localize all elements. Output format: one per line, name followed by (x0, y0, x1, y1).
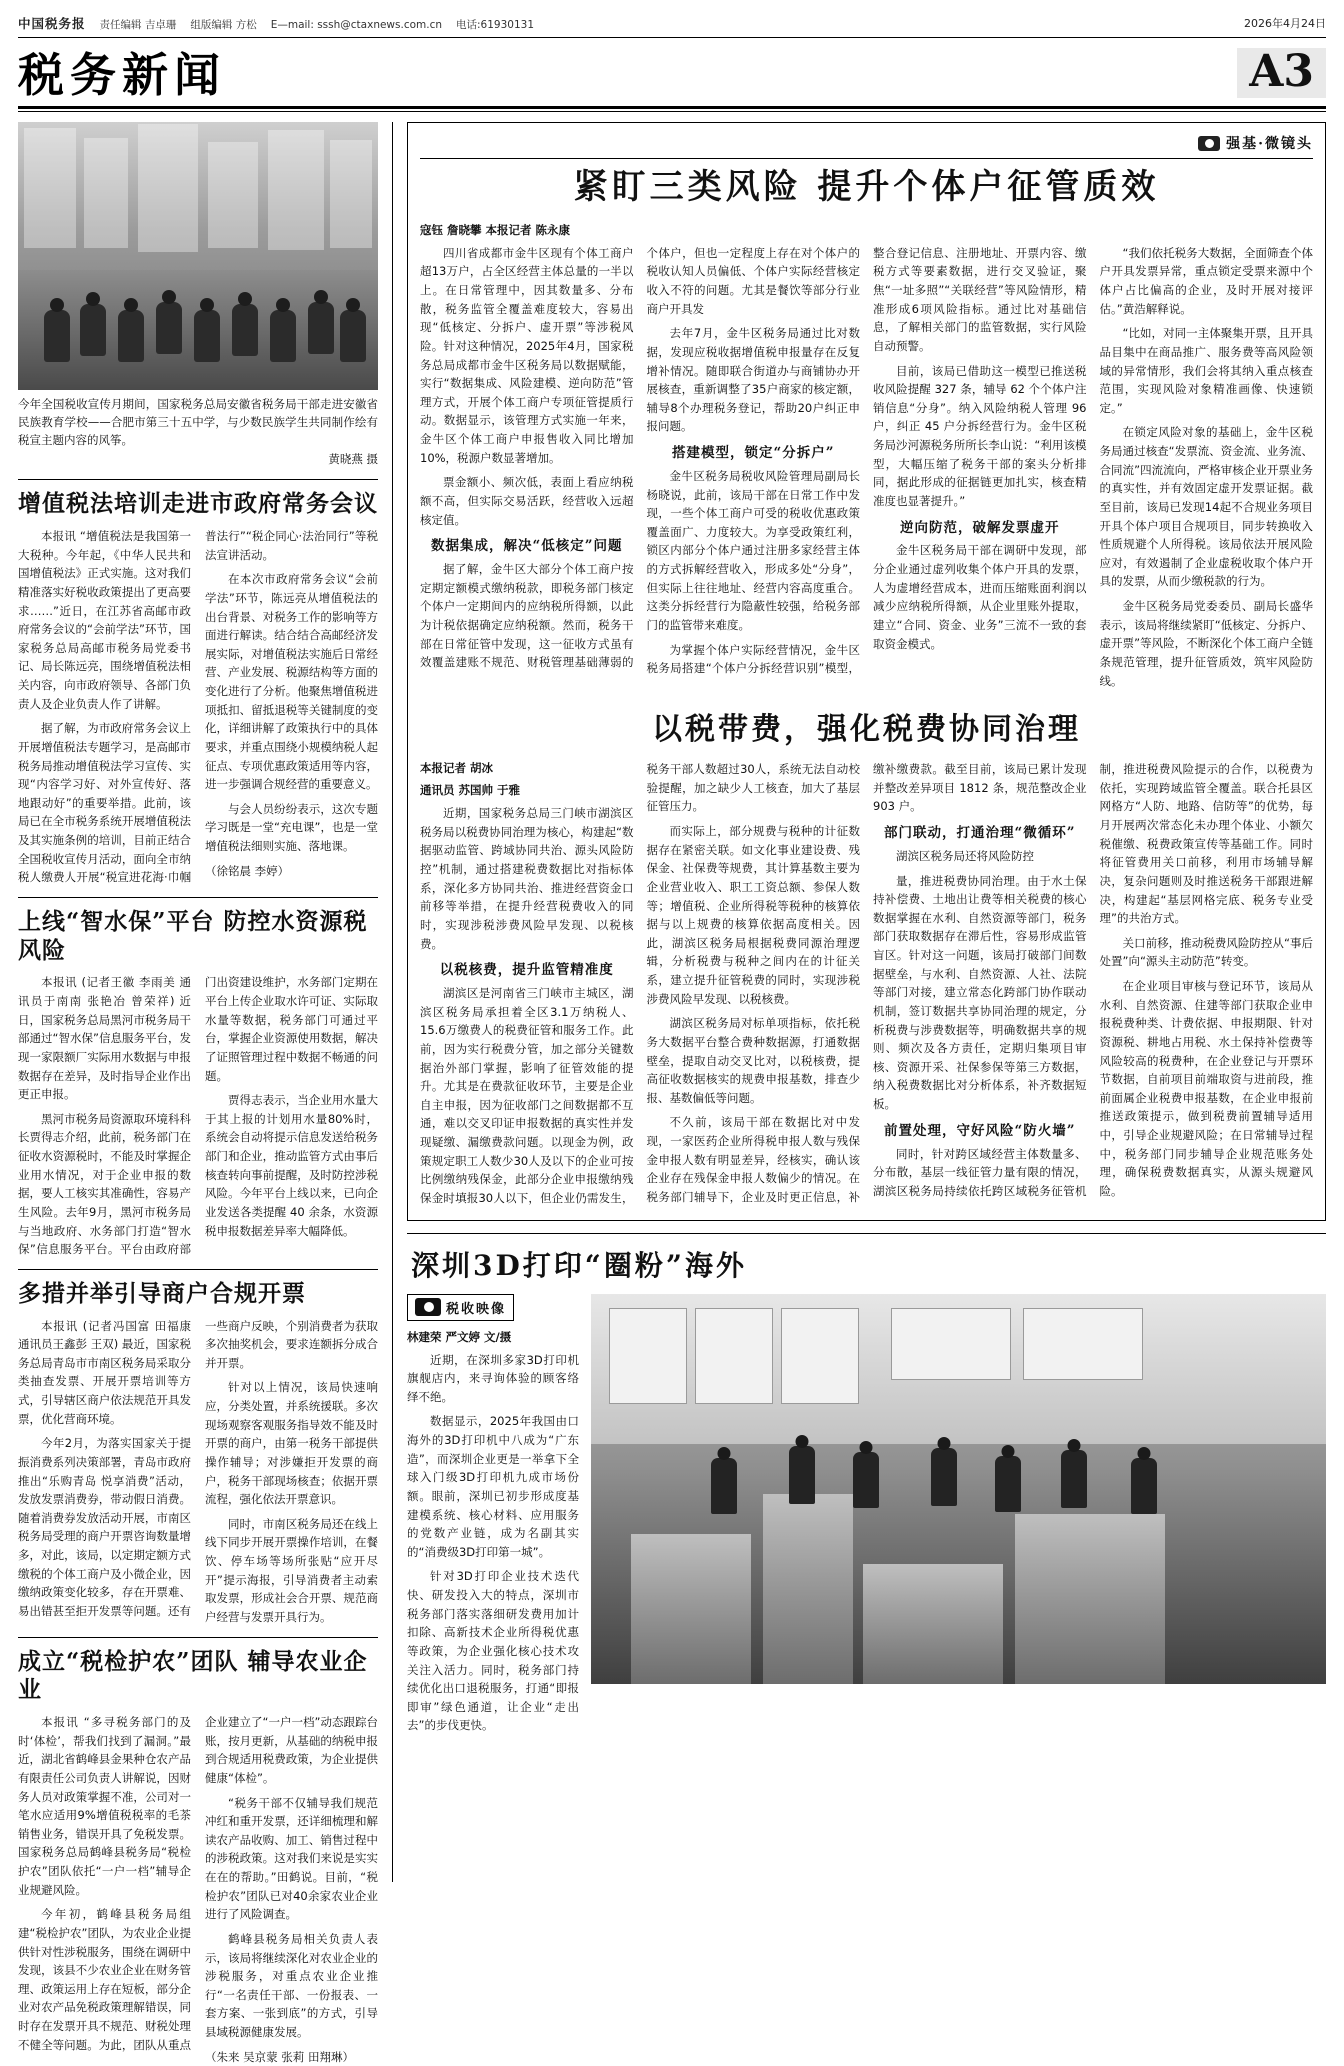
paragraph: 为掌握个体户实际经营情况，金牛区税务局搭建“个体户分拆经营识别”模型，整合登记信息、注册地址、开票内容、缴税方式等要素数据，进行交叉验证，聚焦“一址多照”“关联经营”等风险情形，精准形成6项风险指标。通过比对基础信息，了解相关部门的监管数据，实行风险自动预警。 (646, 245, 1087, 676)
paragraph: 湖滨区是河南省三门峡市主城区，湖滨区税务局承担着全区3.1万纳税人、15.6万缴费人的税费征管和服务工作。此前，因为实行税费分管，加之部分关键数据治外部门掌握，影响了征管效能的提升。尤其是在费款征收环节，主要是企业自主申报，因为征收部门之间数据都不互通，难以交叉印证申报数据的真实性并发现疑缴、漏缴费款问题。以现金为例，政策规定职工人数少30人及以下的企业可按比例缴纳残保金，此部分企业申报缴纳残保金时填报30人以下，但企业仍需发生，税务干部人数超过30人，系统无法自动校验提醒，加之缺少人工核查，加大了基层征管压力。 (420, 762, 860, 1205)
paragraph: 同时，针对跨区域经营主体数量多、分布散，基层一线征管力量有限的情况，湖滨区税务局持续依托跨区域税务征管机制，推进税费风险提示的合作，以税费为依托，实现跨域监管全覆盖。联合托县区网格方“人防、地路、信防等”的优势，每月开展两次常态化未办理个体业、小额欠税催缴、税费政策宣传等基础工作。同时将征管费用关口前移，利用市场辅导解决，复杂问题则及时推送税务干部跟进解决，构建起“基层网格完底、税务专业受理”的共治方式。 (873, 762, 1313, 1198)
left-column (18, 122, 378, 2064)
editor-layout: 组版编辑 方松 (190, 19, 257, 31)
feature-bottom-byline: 林建荣 严文婷 文/摄 (407, 1329, 512, 1344)
feature2-subhead-1: 以税核费，提升监管精准度 (439, 962, 614, 979)
article-body-2 (18, 973, 378, 1258)
paragraph: 票金额小、频次低，表面上看应纳税额不高，但实际交易活跃，经营收入远超核定值。 (420, 475, 634, 527)
paragraph: 同时，市南区税务局还在线上线下同步开展开票操作培训，在餐饮、停车场等场所张贴“应开尽开”提示海报，引导消费者主动索取发票，形成社会合开票、规范商户经营与发票开具行为。 (205, 1516, 378, 1624)
photo-caption-text: 今年全国税收宣传月期间，国家税务总局安徽省税务局干部走进安徽省民族教育学校——合肥市第三十五中学，与少数民族学生共同制作绘有税宣主题内容的风筝。 (18, 397, 378, 447)
article-body-4 (18, 1713, 378, 2066)
divider-1 (18, 479, 378, 480)
paragraph: 近期，在深圳多家3D打印机旗舰店内，来寻询体验的顾客络绎不绝。 (407, 1352, 579, 1404)
paragraph: 鹤峰县税务局相关负责人表示，该局将继续深化对农业企业的涉税服务，对重点农业企业推行“一名责任干部、一份报表、一套方案、一张到底”的方式，引导县域税源健康发展。 (205, 1931, 378, 2039)
divider-2 (18, 897, 378, 898)
feature-subhead-1: 数据集成，解决“低核定”问题 (430, 538, 623, 555)
paragraph: “税务干部不仅辅导我们规范冲红和重开发票，还详细梳理和解读农产品收购、加工、销售过程中的涉税政策。这对我们来说是实实在在的帮助。”田鹤说。目前，“税检护农”团队已对40余家农业企业进行了风险调查。 (205, 1795, 378, 1922)
article-signature: （徐铭晨 李婷） (205, 863, 290, 878)
camera-icon (415, 1298, 441, 1316)
divider-3 (18, 1269, 378, 1270)
editor-responsible: 责任编辑 吉卓珊 (99, 19, 177, 31)
paragraph: 针对以上情况，该局快速响应，分类处置，并系统援联。多次现场观察客观服务指导效不能及时开票的商户，由第一税务干部提供操作辅导；对涉嫌拒开发票的商户，税务干部现场核查；依据开票流程，强化依法开票意识。 (205, 1380, 378, 1507)
feature-bottom-block (407, 1294, 1326, 1742)
paragraph: 湖滨区税务局对标单项指标，依托税务大数据平台整合费种数据源，打通数据壁垒，提取自动交叉比对，以税核费，提高征收数据核实的规费申报基数，排查少报、基数偏低等问题。 (646, 1016, 860, 1105)
page-content (18, 122, 1326, 2064)
paragraph: 关口前移，推动税费风险防控从“事后处置”向“源头主动防范”转变。 (1099, 935, 1313, 969)
feature-kicker (420, 133, 1313, 159)
feature2-subhead-2: 部门联动，打通治理“微循环” (883, 825, 1076, 842)
feature-second-byline-reporter: 本报记者 胡冰 (420, 761, 494, 776)
masthead-rule-thick (18, 106, 1326, 109)
article-headline-4: 成立“税检护农”团队 辅导农业企业 (18, 1647, 368, 1704)
paper-name: 中国税务报 (18, 16, 86, 31)
paragraph: 据了解，金牛区大部分个体工商户按定期定额模式缴纳税款，即税务部门核定个体户一定期间内的应纳税所得额，以此为计税依据确定应纳税额。然而，税务干部在日常征管中发现，这一征收方式虽有效覆盖建账不规范、财税管理基础薄弱的个体户，但也一定程度上存在对个体户的税收认知人员偏低、个体户实际经营核定收入不符的问题。尤其是餐饮等部分行业商户开具发 (420, 245, 860, 670)
paragraph: 而实际上，部分规费与税种的计征数据存在紧密关联。如文化事业建设费、残保金、社保费等规费，其计算基数主要为企业营业收入、职工工资总额、参保人数等；增值税、企业所得税等税种的核算依据与以上规费的核算依据高度相关。因此，湖滨区税务局根据税费同源治理逻辑，分析税费与税种之间内在的计征关系，建立提升征管税费的同时，实现涉税涉费风险早发现、以税核费。 (646, 824, 860, 1006)
paragraph: 据了解，为市政府常务会议上开展增值税法专题学习，是高邮市税务局推动增值税法学习宣传、实现“内容学习好、对外宣传好、落地跟动好”的重要举措。此前，该局已在全市税务系统开展增值税法及其实施条例的培训，目前正结合全国税收宣传月活动，面向全市纳税人缴费人开展“税宣进花海·巾帼普法行”“税企同心·法治同行”等税法宣讲活动。 (18, 529, 378, 885)
paragraph: 目前，该局已借助这一模型已推送税收风险提醒 327 条，辅导 62 个个体户注销信息“分身”。纳入风险纳税人管理 96 户，纠正 45 户分拆经营行为。金牛区税务局沙河源税务所所长李山说：“利用该模型，大幅压缩了税务干部的案头分析排同，据此形成的征据链更加扎实，核查精准度也显著提升。” (873, 363, 1087, 508)
feature-subhead-2: 搭建模型，锁定“分拆户” (671, 445, 835, 462)
feature-main-byline: 寇钰 詹晓攀 本报记者 陈永康 (420, 222, 571, 237)
paragraph: “比如，对同一主体聚集开票，且开具品目集中在商品推广、服务费等高风险领域的异常情形，我们会将其纳入重点核查范围，实现风险对象精准画像、快速锁定。” (1099, 326, 1313, 415)
article-headline-1: 增值税法培训走进市政府常务会议 (18, 490, 378, 518)
feature-main-body (420, 244, 1313, 690)
paragraph: 本报讯 (记者冯国富 田福康 通讯员王鑫彭 王双) 最近，国家税务总局青岛市市南区税务局采取分类抽查发票、开展开票培训等方式，引导辖区商户依法规范开具发票，优化营商环境。 (18, 1318, 191, 1426)
paragraph: 贾得志表示，当企业用水量大于其上报的计划用水量80%时，系统会自动将提示信息发送给税务部门和企业，推动监管方式由事后核查转向事前提醒，及时防控涉税风险。今年平台上线以来，已向企业发送各类提醒 40 余条，水资源税申报数据差异率大幅降低。 (205, 1093, 378, 1238)
page-number: A3 (1237, 48, 1326, 98)
paragraph: 在本次市政府常务会议“会前学法”环节，陈远亮从增值税法的出台背景、对税务工作的影响等方面进行解读。结合结合高邮经济发展实际，对增值税法实施后日常经营、产业发展、税源结构等方面的变化进行了分析。他聚焦增值税进项抵扣、留抵退税等关键制度的变化，详细讲解了政策执行中的具体要求，并重点围绕小规模纳税人起征点、专项优惠政策适用等内容，进一步强调合规经营的重要意义。 (205, 572, 378, 792)
article-body-3 (18, 1317, 378, 1627)
paragraph: 金牛区税务局税收风险管理局副局长杨晓说，此前，该局干部在日常工作中发现，一些个体工商户可受的税收优惠政策覆盖面广、力度较大。为享受政策红利，锁区内部分个体户通过注册多家经营主体的方式拆解经营收入，形成多处“分身”，但实际上往往地址、经营内容高度重合。这类分拆经营行为隐蔽性较强，给税务部门的监管带来难度。 (646, 468, 860, 632)
feature2-subhead-3: 前置处理，守好风险“防火墙” (883, 1122, 1076, 1139)
feature-second-body (420, 760, 1313, 1207)
section-title: 税务新闻 (18, 48, 226, 102)
right-column (392, 122, 1326, 1882)
feature-subhead-3: 逆向防范，破解发票虚开 (900, 519, 1060, 536)
masthead-rule-thin (18, 111, 1326, 112)
paragraph: 与会人员纷纷表示，这次专题学习既是一堂“充电课”，也是一堂增值税法细则实施、落地课。 (205, 801, 378, 853)
feature-main-box (407, 122, 1326, 1221)
article-body-1 (18, 527, 378, 887)
paragraph: 本报讯 “增值税法是我国第一大税种。今年起，《中华人民共和国增值税法》正式实施。这对我们精准落实好税收政策提出了更高要求……”近日，在江苏省高邮市政府常务会议的“会前学法”环节，国家税务总局高邮市税务局党委书记、局长陈远亮，围绕增值税法相关内容，向市政府领导、各部门负责人及企业负责人作了讲解。 (18, 529, 191, 711)
paragraph: 金牛区税务局干部在调研中发现，部分企业通过虚列收集个体户开具的发票，人为虚增经营成本，进而压缩账面利润以减少应纳税所得额，从企业里账外提取，建立“合同、资金、业务”三流不一致的套取资金模式。 (873, 543, 1087, 651)
paragraph: 量，推进税费协同治理。由于水土保持补偿费、土地出让费等相关税费的核心数据掌握在水利、自然资源等部门，税务部门获取数据存在滞后性，容易形成监管盲区。针对这一问题，该局打破部门间数据壁垒，与水利、自然资源、人社、法院等部门对接，建立常态化跨部门协作联动机制，签订数据共享协同治理的规定，分析税费与涉费数据等，明确数据共享的规则、频次及各方责任，定期归集项目审核、资源开采、社保参保等第三方数据，纳入税费数据比对分析体系，补齐数据短板。 (873, 873, 1087, 1112)
masthead-top-bar (18, 14, 1326, 38)
divider-4 (18, 1637, 378, 1638)
feature-second-byline-correspondent: 通讯员 苏国帅 于雅 (420, 783, 521, 798)
badge-label: 税收映像 (446, 1301, 507, 1317)
article-signature: （朱来 吴京蒙 张莉 田翔琳） (205, 2049, 354, 2064)
photo-credit: 黄晓燕 摄 (328, 452, 378, 467)
masthead-main (18, 38, 1326, 104)
divider-bottom-feature (407, 1233, 1326, 1234)
publication-date: 2026年4月24日 (1244, 17, 1326, 30)
news-photo-block (18, 122, 378, 469)
paragraph: 本报讯 “多寻税务部门的及时‘体检’，帮我们找到了漏洞。”最近，湖北省鹤峰县金果种仓农产品有限责任公司负责人讲解说，因财务人员对政策掌握不准，公司对一笔水应适用9%增值税税率的毛茶销售业务，错误开具了免税发票。国家税务总局鹤峰县税务局“税检护农”团队依托“一户一档”辅导企业规避风险。 (18, 1715, 191, 1897)
paragraph: 在锁定风险对象的基础上，金牛区税务局通过核查“发票流、资金流、业务流、合同流”四流流向，严格审核企业开票业务的真实性，并有效固定虚开发票证据。截至目前，该局已发现14起不合规业务项目开具个体户项目合规项目，同步转换收入性质规避个人所得税。该局依法开展风险应对，有效遏制了企业虚税收取个体户开具的发票，从而少缴税款的行为。 (1099, 425, 1313, 589)
email-address: E—mail: sssh@ctaxnews.com.cn (270, 19, 443, 31)
paragraph: 本报讯 (记者王徽 李雨美 通讯员于南南 张艳冶 曾荣祥) 近日，国家税务总局黑河市税务局干部通过“智水保”信息服务平台，发现一家限额厂实际用水数据与申报数据存在差异，及时指导企业作出更正申报。 (18, 975, 191, 1102)
phone-number: 电话:61930131 (456, 19, 534, 31)
feature-bottom-photo-wrap (591, 1294, 1326, 1742)
paragraph: 数据显示，2025年我国由口海外的3D打印机中八成为“广东造”，而深圳企业更是一举拿下全球入门级3D打印机九成市场份额。眼前，深圳已初步形成度基建模系统、核心材料、应用服务的党数产业链，成为名副其实的“消费级3D打印第一城”。 (407, 1414, 579, 1559)
paragraph: 去年7月，金牛区税务局通过比对数据，发现应税收据增值税申报量存在反复增补情况。随即联合街道办与商铺协办开展核查，重新调整了35户商家的核定额，辅导8个办理税务登记，帮助20户纠正申报问题。 (646, 326, 860, 434)
paragraph: 金牛区税务局党委委员、副局长盛华表示，该局将继续紧盯“低核定、分拆户、虚开票”等风险，不断深化个体工商户全链条规范管理，提升征管质效，筑牢风险防线。 (1099, 599, 1313, 688)
photo-caption (18, 396, 378, 469)
paragraph: “我们依托税务大数据，全面筛查个体户开具发票异常，重点锁定受票来源中个体户占比偏高的企业，及时开展对接评估。”黄浩解释说。 (1099, 245, 1313, 316)
photo-students-kites (18, 122, 378, 390)
paragraph: 湖滨区税务局还将风险防控 (896, 848, 1034, 863)
paragraph: 今年2月，为落实国家关于提振消费系列决策部署，青岛市政府推出“乐购青岛 悦享消费”活动，发放发票消费券，带动假日消费。随着消费券发放活动开展，市南区税务局受理的商户开票咨询数量增多，对此，该局，以定期定额方式缴税的个体工商户及小微企业，因缴纳政策变化较多，存在开票难、易出错甚至拒开发票等问题。还有一些商户反映，个别消费者为获取多次抽奖机会，要求连额拆分成合并开票。 (18, 1318, 378, 1618)
feature-bottom-text (407, 1294, 579, 1742)
camera-icon (1198, 136, 1220, 151)
paragraph: 近期，国家税务总局三门峡市湖滨区税务局以税费协同治理为核心，构建起“数据驱动监管、跨域协同共治、源头风险防控”机制，通过搭建税费数据比对指标体系，深化多方协同共治、推进经营资金口前移等举措，在提升经营税费收入的同时，实现涉税涉费风险早发现、以税核费。 (420, 806, 634, 951)
paragraph: 不久前，该局干部在数据比对中发现，一家医药企业所得税申报人数与残保金申报人数有明显差异，经核实，确认该企业存在残保金申报人数偏少的情况。在税务部门辅导下，企业及时更正信息，补缴补缴费款。截至目前，该局已累计发现并整改差异项目 1812 条，规范整改企业 903 户。 (646, 762, 1087, 1204)
tax-image-badge (407, 1294, 514, 1321)
article-headline-3: 多措并举引导商户合规开票 (18, 1279, 306, 1307)
feature-bottom-title: 深圳3D打印“圈粉”海外 (411, 1248, 747, 1282)
paragraph: 黑河市税务局资源取环境科科长贾得志介绍，此前，税务部门在征收水资源税时，不能及时掌握企业用水情况，对于企业申报的数据，要人工核实其准确性，容易产生风险。去年9月，黑河市税务局与当地政府、水务部门打造“智水保”信息服务平台。平台由政府部门出资建设维护，水务部门定期在平台上传企业取水许可证、实际取水量等数据，税务部门可通过平台，掌握企业资源使用数据，解决了证照管理过程中数据不畅通的问题。 (18, 975, 378, 1257)
article-headline-2: 上线“智水保”平台 防控水资源税风险 (18, 907, 368, 964)
paragraph: 今年初，鹤峰县税务局组建“税检护农”团队，为农业企业提供针对性涉税服务，围绕在调研中发现，该县不少农业企业在财务管理、政策运用上存在短板，部分企业对农产品免税政策理解错误，同时存在发票开具不规范、财税处理不健全等问题。为此，团队从重点企业建立了“一户一档”动态跟踪台账，按月更新，从基础的纳税申报到合规适用税费政策，为企业提供健康“体检”。 (18, 1715, 378, 2052)
photo-3d-printing-exhibition (591, 1294, 1326, 1684)
paragraph: 针对3D打印企业技术迭代快、研发投入大的特点，深圳市税务部门落实落细研发费用加计扣除、高新技术企业所得税优惠等政策，为企业强化核心技术攻关注入活力。同时，税务部门持续优化出口退税服务，打通“即报即审”绿色通道，让企业“走出去”的步伐更快。 (407, 1569, 579, 1733)
feature-kicker-label: 强基·微镜头 (1226, 136, 1313, 152)
feature-second-title: 以税带费，强化税费协同治理 (652, 712, 1081, 748)
paragraph: 四川省成都市金牛区现有个体工商户超13万户，占全区经营主体总量的一半以上。在日常管理中，因其数量多、分布散，税务监管全覆盖难度较大，容易出现“低核定、分拆户、虚开票”等涉税风险。针对这种情况，2025年4月，国家税务总局成都市金牛区税务局以数据赋能，实行“数据集成、风险建模、逆向防范”管理方式，开展个体工商户专项征管提质行动。数据显示，该管理方式实施一年来，金牛区个体工商户申报售收入同比增加10%，税源户数显著增加。 (420, 245, 634, 465)
feature-main-title: 紧盯三类风险 提升个体户征管质效 (573, 167, 1160, 207)
paragraph: 在企业项目审核与登记环节，该局从水利、自然资源、住建等部门获取企业申报税费种类、计费依据、申报期限、针对资源税、耕地占用税、水土保持补偿费等风险较高的税费种，在企业登记与开票环节数据，自前项目前端取资与进前段，推前面属企业税费申报基数，在企业申报前推送政策提示，做到税费前置辅导适用中，引导企业规避风险；在日常辅导过程中，税务部门同步辅导企业规范账务处理，确保税费数据真实，从源头规避风险。 (1099, 979, 1313, 1198)
